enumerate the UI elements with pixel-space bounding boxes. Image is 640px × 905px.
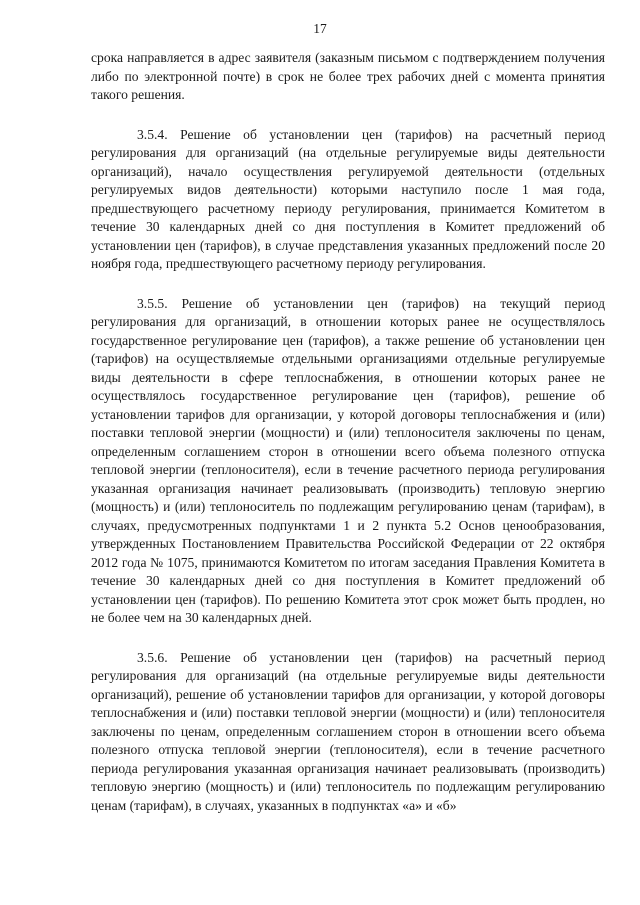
paragraph-3-5-6: 3.5.6. Решение об установлении цен (тарифов) на расчетный период регулирования для организаций (на отдельные регулируемые виды деятельности организаций), решение об установлении тарифов для организации, у которой договоры теплоснабжения и (или) поставки тепловой энергии (мощности) и (или) теплоносителя заключены по ценам, определенным соглашением сторон в отношении всего объема полезного отпуска тепловой энергии (теплоносителя), если в течение расчетного периода регулирования указанная организация начинает реализовывать (производить) тепловую энергию (мощность) и (или) теплоноситель по подлежащим регулированию ценам (тарифам), в случаях, указанных в подпунктах «а» и «б» xyxy=(91,649,605,813)
paragraph-3-5-4: 3.5.4. Решение об установлении цен (тарифов) на расчетный период регулирования для организаций (на отдельные регулируемые виды деятельности организаций), начало осуществления регулируемой деятельности (отдельных регулируемых видов деятельности) которыми наступило после 1 мая года, предшествующего расчетному периоду регулирования, принимается Комитетом в течение 30 календарных дней со дня поступления в Комитет предложений об установлении цен (тарифов), в случае представления указанных предложений после 20 ноября года, предшествующего расчетному периоду регулирования. xyxy=(91,126,605,271)
page-number: 17 xyxy=(313,21,327,36)
document-body xyxy=(91,49,605,815)
paragraph-continuation: срока направляется в адрес заявителя (заказным письмом с подтверждением получения либо по электронной почте) в срок не более трех рабочих дней с момента принятия такого решения. xyxy=(91,50,605,102)
paragraph-3-5-5: 3.5.5. Решение об установлении цен (тарифов) на текущий период регулирования для организаций, в отношении которых ранее не осуществлялось государственное регулирование цен (тарифов), а также решение об установлении цен (тарифов) на осуществляемые отдельными организациями отдельные регулируемые виды деятельности в сфере теплоснабжения, в отношении которых ранее не осуществлялось государственное регулирование цен (тарифов), решение об установлении тарифов для организации, у которой договоры теплоснабжения и (или) поставки тепловой энергии (мощности) и (или) теплоносителя заключены по ценам, определенным соглашением сторон в отношении всего объема полезного отпуска тепловой энергии (теплоносителя), если в течение расчетного периода регулирования указанная организация начинает реализовывать (производить) тепловую энергию (мощность) и (или) теплоноситель по подлежащим регулированию ценам (тарифам), в случаях, предусмотренных подпунктами 1 и 2 пункта 5.2 Основ ценообразования, утвержденных Постановлением Правительства Российской Федерации от 22 октября 2012 года № 1075, принимаются Комитетом по итогам заседания Правления Комитета в течение 30 календарных дней со дня поступления в Комитет предложений об установлении цен (тарифов). По решению Комитета этот срок может быть продлен, но не более чем на 30 календарных дней. xyxy=(91,295,605,625)
